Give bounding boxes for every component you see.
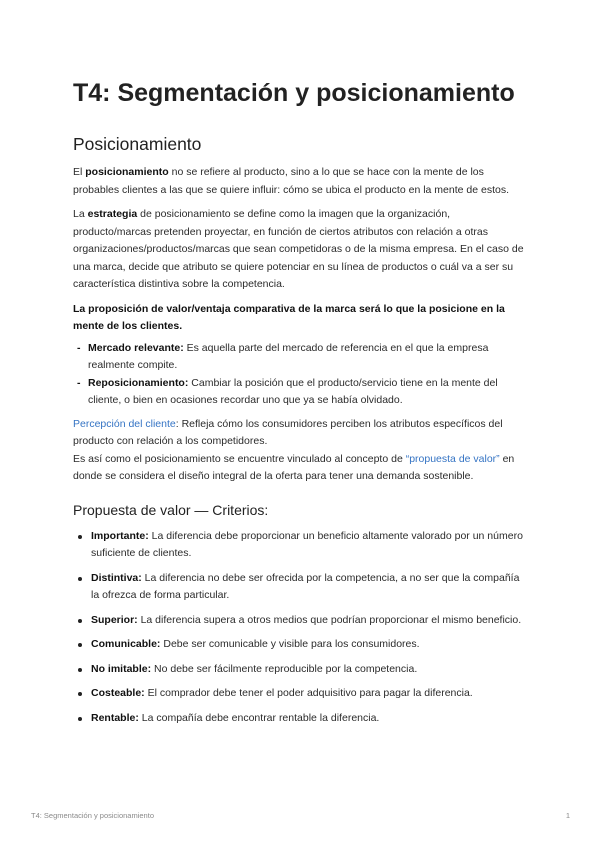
keyword-estrategia: estrategia	[87, 208, 138, 220]
list-item: Superior: La diferencia supera a otros medios que podrían proporcionar el mismo beneficio.	[73, 612, 529, 630]
document-page	[73, 76, 529, 734]
dash-item-reposicionamiento: - Reposicionamiento: Cambiar la posición que el producto/servicio tiene en la mente del cliente, o bien en ocasiones recordar uno que ya se había olvidado.	[73, 375, 529, 410]
section-heading-criterios: Propuesta de valor — Criterios:	[73, 501, 269, 518]
page-number: 1	[565, 811, 570, 820]
paragraph-percepcion: Percepción del cliente: Refleja cómo los consumidores perciben los atributos específicos del producto con relación a los competidores. Es así como el posicionamiento se encuentre vinculado al concepto de “propuesta de valor” en donde se considera el diseño integral de la oferta para tener una demanda sostenible.	[73, 417, 515, 482]
section-heading-posicionamiento: Posicionamiento	[73, 134, 202, 154]
list-item: Importante: La diferencia debe proporcionar un beneficio altamente valorado por un número suficiente de clientes.	[73, 528, 529, 563]
list-item: No imitable: No debe ser fácilmente reproducible por la competencia.	[73, 661, 529, 679]
list-item: Costeable: El comprador debe tener el poder adquisitivo para pagar la diferencia.	[73, 685, 529, 703]
list-item: Comunicable: Debe ser comunicable y visible para los consumidores.	[73, 636, 529, 654]
page-footer	[31, 811, 570, 820]
dash-item-mercado: - Mercado relevante: Es aquella parte del mercado de referencia en el que la empresa realmente compite.	[73, 340, 529, 375]
paragraph-posicionamiento: El posicionamiento no se refiere al producto, sino a lo que se hace con la mente de los probables clientes a las que se quiere influir: cómo se ubica el producto en la mente de estos.	[73, 166, 510, 196]
page-title: T4: Segmentación y posicionamiento	[73, 79, 515, 107]
list-item: Distintiva: La diferencia no debe ser ofrecida por la competencia, a no ser que la compañía la ofrezca de forma particular.	[73, 570, 529, 605]
keyword-posicionamiento: posicionamiento	[85, 166, 169, 178]
paragraph-bold-proposicion: La proposición de valor/ventaja comparativa de la marca será lo que la posicione en la mente de los clientes.	[73, 302, 505, 332]
criteria-list	[73, 528, 529, 728]
paragraph-estrategia: La estrategia de posicionamiento se define como la imagen que la organización, producto/marcas pretenden proyectar, en función de ciertos atributos con relación a otras organizaciones/productos/marcas que sean competidoras o de la misma empresa. En el caso de una marca, decide que atributo se quiere potenciar en su línea de productos o cuál va a ser su característica distintiva sobre la competencia.	[73, 208, 524, 290]
keyword-percepcion: Percepción del cliente	[73, 417, 176, 430]
keyword-propuesta-valor: “propuesta de valor”	[405, 452, 500, 465]
list-item: Rentable: La compañía debe encontrar rentable la diferencia.	[73, 710, 529, 728]
dash-list	[73, 340, 529, 410]
footer-title: T4: Segmentación y posicionamiento	[31, 811, 154, 820]
